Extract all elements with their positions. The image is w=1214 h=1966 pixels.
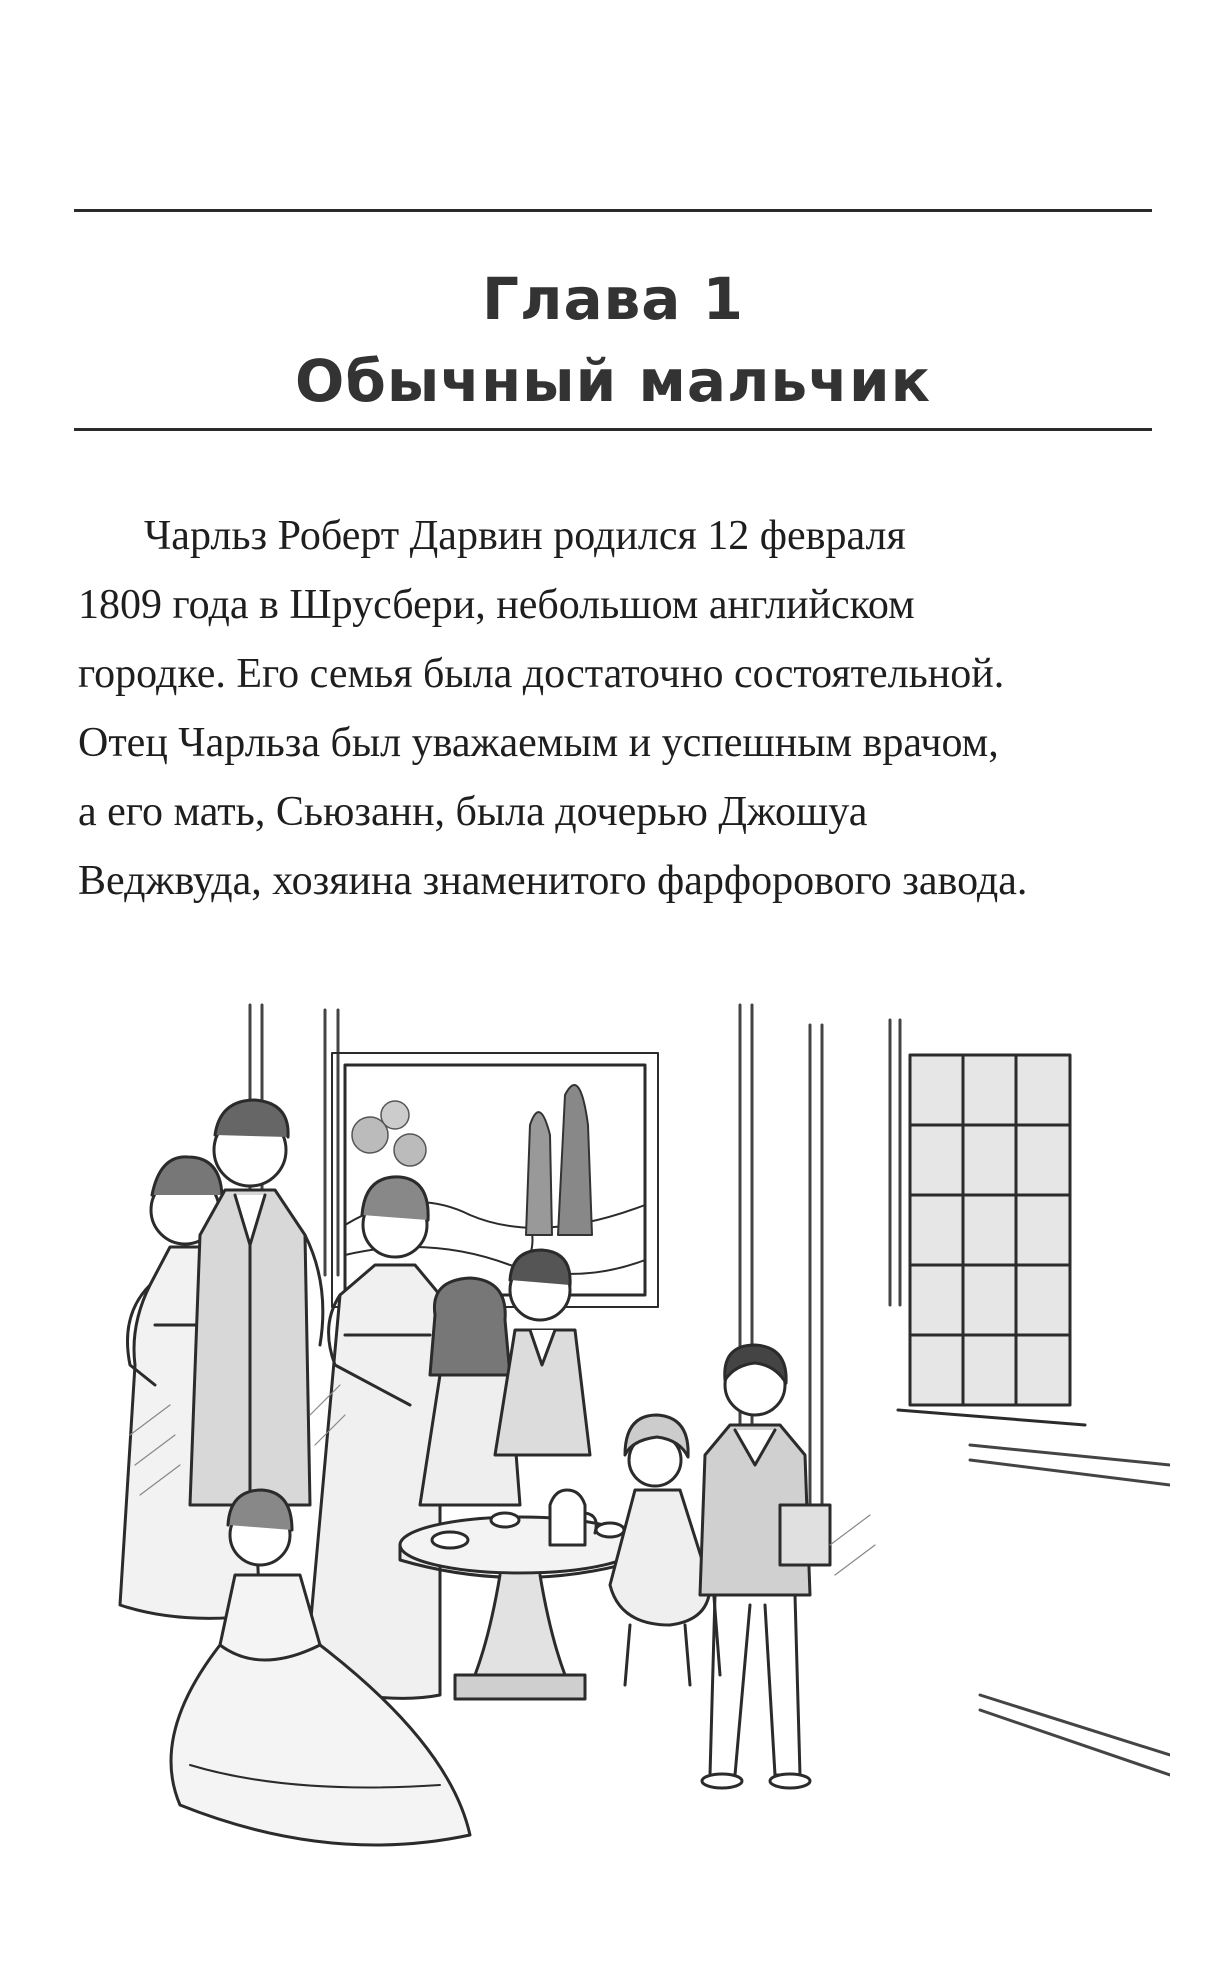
paragraph-line: Чарльз Роберт Дарвин родился 12 февраля <box>144 513 906 559</box>
chapter-paragraph <box>78 502 1142 916</box>
chapter-heading <box>74 258 1152 422</box>
paragraph-line: 1809 года в Шрусбери, небольшом английском <box>78 582 915 628</box>
bottom-rule <box>74 428 1152 431</box>
paragraph-line: Отец Чарльза был уважаемым и успешным врачом, <box>78 720 999 766</box>
family-illustration <box>110 985 1170 1895</box>
paragraph-line: городке. Его семья была достаточно состоятельной. <box>78 651 1005 697</box>
chapter-number: Глава 1 <box>482 265 744 333</box>
chapter-title: Обычный мальчик <box>295 347 931 415</box>
figure-man-father <box>190 1100 323 1505</box>
paned-window <box>898 1055 1085 1425</box>
paragraph-line: а его мать, Сьюзанн, была дочерью Джошуа <box>78 789 868 835</box>
top-rule <box>74 209 1152 212</box>
paragraph-line: Веджвуда, хозяина знаменитого фарфорового завода. <box>78 858 1028 904</box>
